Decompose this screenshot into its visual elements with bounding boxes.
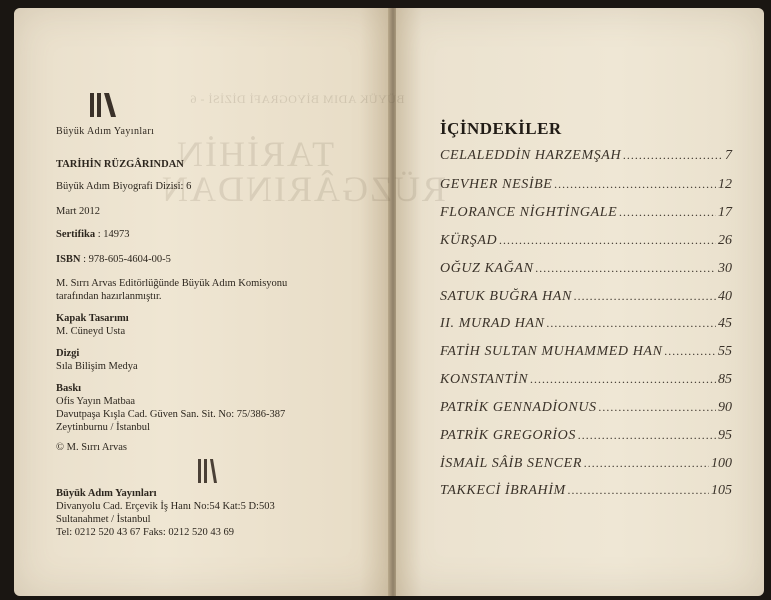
toc-entry	[440, 233, 732, 251]
print-line3: Zeytinburnu / İstanbul	[56, 422, 150, 433]
print-label: Baskı	[56, 383, 82, 394]
print-line1: Ofis Yayın Matbaa	[56, 396, 136, 407]
toc-leader-dots	[536, 261, 716, 276]
toc-entry	[440, 205, 732, 223]
toc-entry-name: OĞUZ KAĞAN	[440, 261, 534, 276]
isbn-label: ISBN	[56, 254, 81, 265]
certificate-value: : 14973	[97, 229, 130, 240]
toc-entry	[440, 148, 732, 166]
toc-title: İÇİNDEKİLER	[440, 119, 562, 138]
phone-line: Tel: 0212 520 43 67 Faks: 0212 520 43 69	[56, 527, 235, 538]
toc-entry-page: 95	[718, 428, 732, 443]
address-label: Büyük Adım Yayınları	[56, 488, 157, 499]
toc-leader-dots	[530, 372, 716, 387]
toc-leader-dots	[554, 177, 716, 192]
toc-entry-page: 26	[718, 233, 732, 248]
publication-date: Mart 2012	[56, 206, 101, 217]
address-line1: Divanyolu Cad. Erçevik İş Hanı No:54 Kat:5 D:503	[56, 501, 275, 512]
toc-entry-name: KONSTANTİN	[440, 372, 529, 387]
prepared-line1: M. Sırrı Arvas Editörlüğünde Büyük Adım Komisyonu	[56, 278, 288, 289]
toc-entry-page: 105	[711, 483, 732, 498]
toc-entry-page: 40	[718, 289, 732, 304]
book-stripes-small-icon	[196, 458, 218, 484]
toc-entry-name: KÜRŞAD	[440, 233, 498, 248]
toc-leader-dots	[568, 483, 709, 498]
print-line2: Davutpaşa Kışla Cad. Güven San. Sit. No: 75/386-387	[56, 409, 286, 420]
toc-leader-dots	[578, 428, 716, 443]
toc-entry-name: TAKKECİ İBRAHİM	[440, 483, 566, 498]
toc-entry-name: CELALEDDİN HARZEMŞAH	[440, 148, 622, 163]
toc-entry	[440, 372, 732, 390]
toc-leader-dots	[574, 289, 716, 304]
toc-entry	[440, 428, 732, 446]
toc-entry-page: 7	[725, 148, 732, 163]
toc-leader-dots	[665, 344, 716, 359]
toc-entry-page: 12	[718, 177, 732, 192]
toc-entry-page: 100	[711, 456, 732, 471]
toc-leader-dots	[599, 400, 716, 415]
toc-entry-name: GEVHER NESİBE	[440, 177, 553, 192]
cover-design-label: Kapak Tasarımı	[56, 313, 129, 324]
cover-design-value: M. Cüneyd Usta	[56, 326, 126, 337]
toc-entry-page: 85	[718, 372, 732, 387]
toc-entry	[440, 456, 732, 474]
toc-entry	[440, 261, 732, 279]
toc-entry	[440, 344, 732, 362]
certificate-label: Sertifika	[56, 229, 96, 240]
ghost-title-line2: RÜZGÂRINDAN	[160, 169, 446, 209]
ghost-series-text: BÜYÜK ADIM BİYOGRAFİ DİZİSİ - 6	[190, 92, 405, 106]
toc-entry	[440, 316, 732, 334]
isbn-value: : 978-605-4604-00-5	[83, 254, 171, 265]
toc-leader-dots	[623, 148, 723, 163]
toc-entry-name: FLORANCE NİGHTİNGALE	[440, 205, 618, 220]
toc-leader-dots	[619, 205, 716, 220]
toc-entry	[440, 400, 732, 418]
prepared-line2: tarafından hazırlanmıştır.	[56, 291, 162, 302]
book-stripes-logo-icon	[88, 92, 118, 118]
toc-leader-dots	[499, 233, 716, 248]
toc-entry	[440, 177, 732, 195]
copyright-text: © M. Sırrı Arvas	[56, 442, 127, 453]
toc-entry-page: 55	[718, 344, 732, 359]
toc-entry-name: PATRİK GREGORİOS	[440, 428, 576, 443]
book-title: TARİHİN RÜZGÂRINDAN	[56, 159, 184, 170]
toc-entry-name: İSMAİL SÂİB SENCER	[440, 456, 582, 471]
publisher-logo-text: Büyük Adım Yayınları	[56, 126, 155, 137]
toc-entry-page: 30	[718, 261, 732, 276]
typesetting-label: Dizgi	[56, 348, 80, 359]
toc-entry-name: SATUK BUĞRA HAN	[440, 289, 572, 304]
ghost-title-line1: TARİHİN	[175, 134, 335, 174]
toc-entry-page: 17	[718, 205, 732, 220]
toc-entry-page: 45	[718, 316, 732, 331]
address-line2: Sultanahmet / İstanbul	[56, 514, 151, 525]
series-text: Büyük Adım Biyografi Dizisi: 6	[56, 181, 192, 192]
toc-entry-name: FATİH SULTAN MUHAMMED HAN	[440, 344, 663, 359]
certificate-line	[56, 228, 130, 241]
isbn-line	[56, 253, 171, 266]
toc-entry-name: II. MURAD HAN	[440, 316, 545, 331]
toc-leader-dots	[547, 316, 716, 331]
toc-leader-dots	[584, 456, 709, 471]
toc-entry	[440, 289, 732, 307]
toc-entry-page: 90	[718, 400, 732, 415]
toc-entry	[440, 483, 732, 501]
typesetting-value: Sıla Bilişim Medya	[56, 361, 138, 372]
toc-entry-name: PATRİK GENNADİONUS	[440, 400, 597, 415]
